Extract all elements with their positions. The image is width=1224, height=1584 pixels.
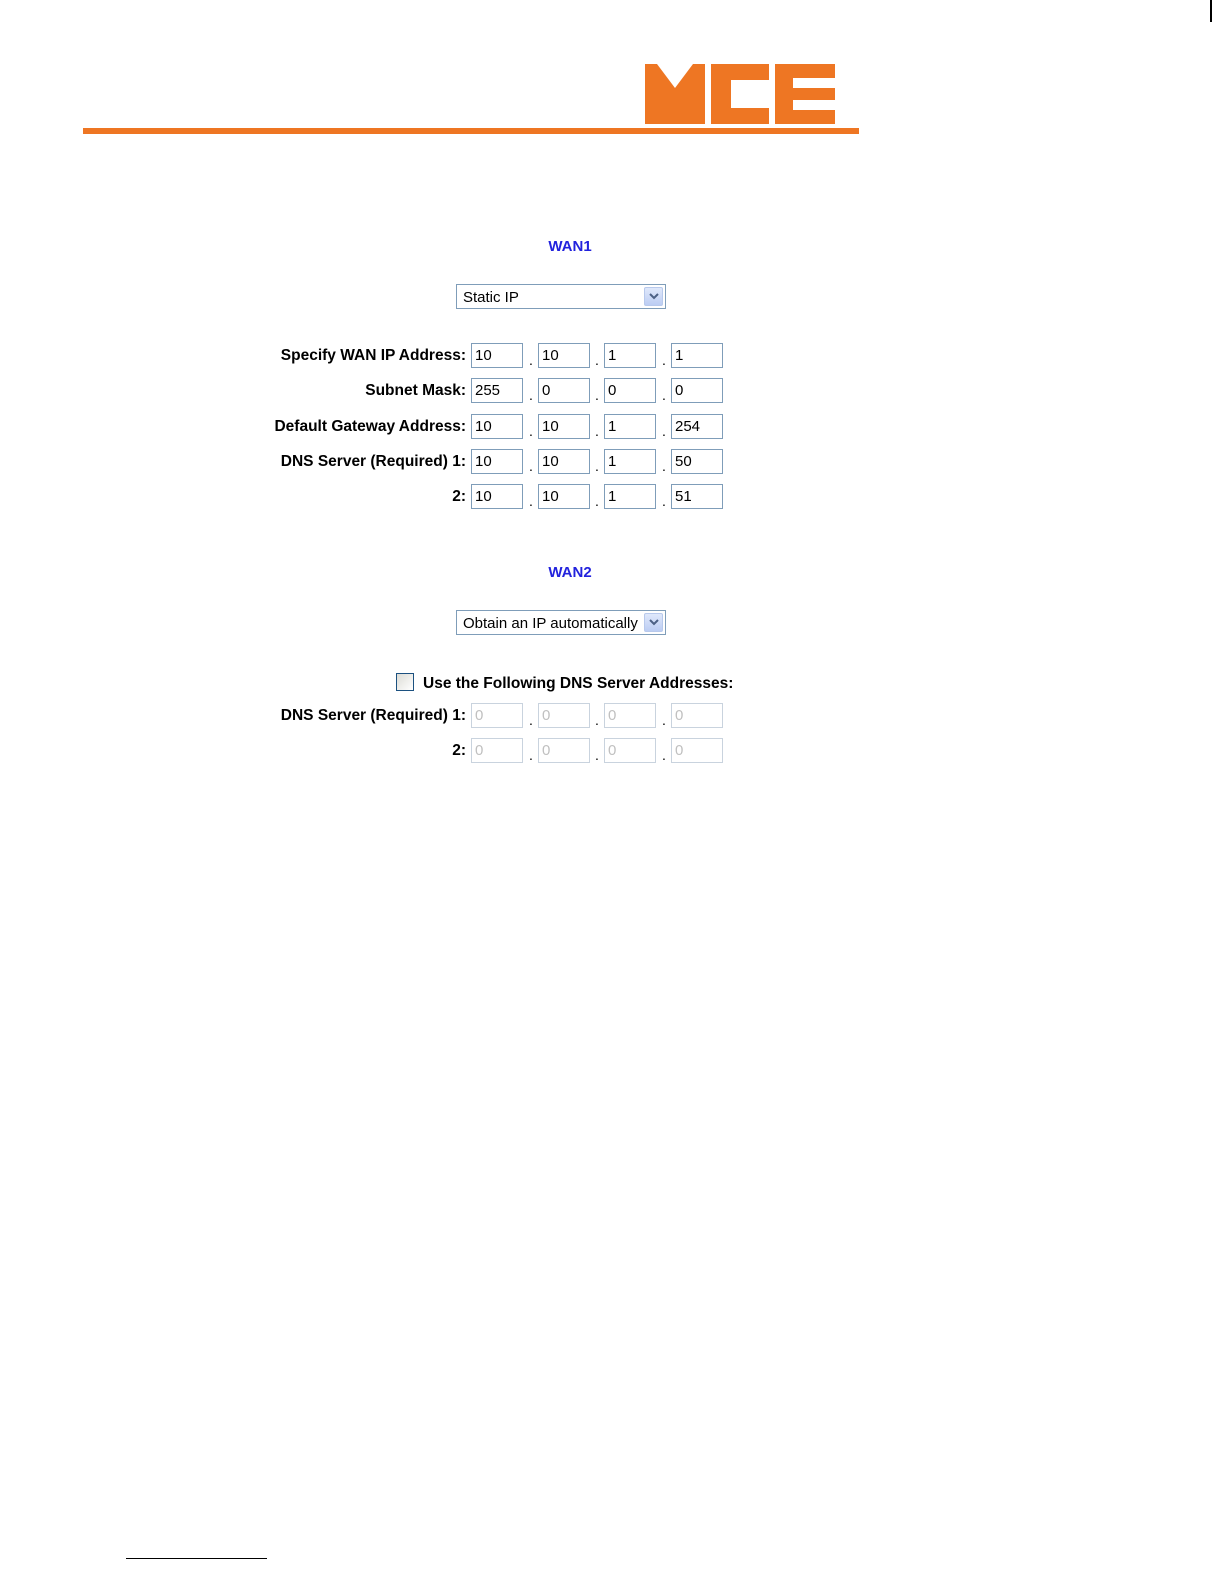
dns-server-2-label: 2: — [452, 488, 466, 505]
subnet-mask-label: Subnet Mask: — [365, 382, 466, 399]
octet-separator: . — [529, 352, 533, 368]
wan-ip-octet-2[interactable]: 10 — [538, 343, 590, 368]
octet-separator: . — [595, 747, 599, 763]
octet-separator: . — [662, 423, 666, 439]
dns2-octet-2[interactable]: 10 — [538, 484, 590, 509]
octet-separator: . — [662, 352, 666, 368]
gateway-octet-1[interactable]: 10 — [471, 414, 523, 439]
dns-server-1-label: DNS Server (Required) 1: — [280, 453, 466, 470]
gateway-octet-2[interactable]: 10 — [538, 414, 590, 439]
wan2-dns1-octet-3[interactable]: 0 — [604, 703, 656, 728]
gateway-octet-3[interactable]: 1 — [604, 414, 656, 439]
dns2-octet-3[interactable]: 1 — [604, 484, 656, 509]
dns1-octet-4[interactable]: 50 — [671, 449, 723, 474]
octet-separator: . — [529, 712, 533, 728]
octet-separator: . — [595, 352, 599, 368]
wan-ip-octet-4[interactable]: 1 — [671, 343, 723, 368]
wan-ip-address-label: Specify WAN IP Address: — [280, 347, 466, 364]
octet-separator: . — [529, 747, 533, 763]
wan1-connection-type-value: Static IP — [463, 289, 519, 306]
use-dns-label: Use the Following DNS Server Addresses: — [423, 675, 734, 692]
wan2-dns1-octet-4[interactable]: 0 — [671, 703, 723, 728]
octet-separator: . — [595, 493, 599, 509]
octet-separator: . — [595, 423, 599, 439]
dns2-octet-4[interactable]: 51 — [671, 484, 723, 509]
wan2-dns2-octet-4[interactable]: 0 — [671, 738, 723, 763]
mce-logo — [645, 64, 835, 124]
wan2-dns2-octet-1[interactable]: 0 — [471, 738, 523, 763]
default-gateway-label: Default Gateway Address: — [274, 418, 466, 435]
dns1-octet-3[interactable]: 1 — [604, 449, 656, 474]
wan2-connection-type-value: Obtain an IP automatically — [463, 615, 638, 632]
octet-separator: . — [529, 387, 533, 403]
wan2-dns-server-1-label: DNS Server (Required) 1: — [280, 707, 466, 724]
wan2-dns1-octet-2[interactable]: 0 — [538, 703, 590, 728]
subnet-mask-octet-3[interactable]: 0 — [604, 378, 656, 403]
subnet-mask-octet-1[interactable]: 255 — [471, 378, 523, 403]
use-dns-checkbox[interactable] — [396, 673, 414, 691]
wan-ip-octet-1[interactable]: 10 — [471, 343, 523, 368]
page-corner-mark — [1210, 0, 1212, 22]
octet-separator: . — [662, 458, 666, 474]
chevron-down-icon[interactable] — [644, 287, 663, 306]
chevron-down-icon[interactable] — [644, 613, 663, 632]
wan2-dns2-octet-2[interactable]: 0 — [538, 738, 590, 763]
dns1-octet-1[interactable]: 10 — [471, 449, 523, 474]
gateway-octet-4[interactable]: 254 — [671, 414, 723, 439]
wan2-connection-type-select[interactable] — [456, 610, 666, 635]
wan2-dns2-octet-3[interactable]: 0 — [604, 738, 656, 763]
octet-separator: . — [662, 387, 666, 403]
octet-separator: . — [662, 747, 666, 763]
octet-separator: . — [529, 458, 533, 474]
octet-separator: . — [662, 712, 666, 728]
subnet-mask-octet-2[interactable]: 0 — [538, 378, 590, 403]
dns1-octet-2[interactable]: 10 — [538, 449, 590, 474]
octet-separator: . — [529, 493, 533, 509]
wan2-title: WAN2 — [548, 564, 592, 581]
wan2-dns1-octet-1[interactable]: 0 — [471, 703, 523, 728]
wan2-dns-server-2-label: 2: — [452, 742, 466, 759]
footer-divider — [126, 1558, 267, 1559]
octet-separator: . — [529, 423, 533, 439]
header-divider — [83, 128, 859, 134]
octet-separator: . — [595, 458, 599, 474]
wan1-title: WAN1 — [548, 238, 592, 255]
subnet-mask-octet-4[interactable]: 0 — [671, 378, 723, 403]
wan-ip-octet-3[interactable]: 1 — [604, 343, 656, 368]
octet-separator: . — [595, 387, 599, 403]
wan1-connection-type-select[interactable] — [456, 284, 666, 309]
octet-separator: . — [662, 493, 666, 509]
dns2-octet-1[interactable]: 10 — [471, 484, 523, 509]
octet-separator: . — [595, 712, 599, 728]
